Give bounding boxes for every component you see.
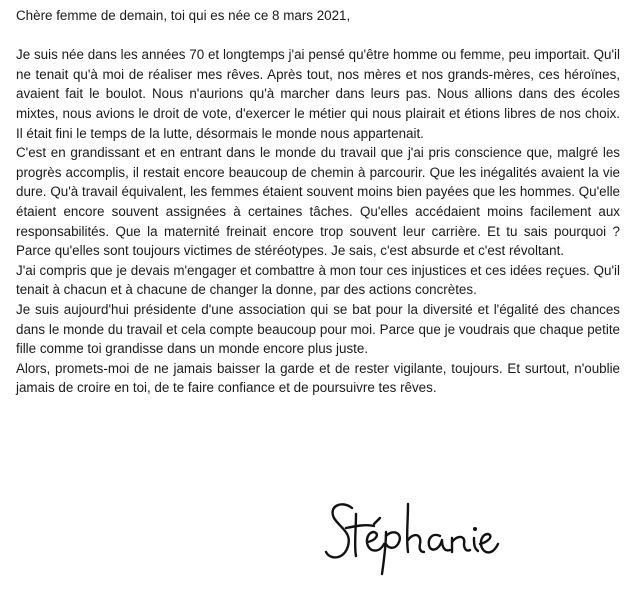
letter-paragraph: Alors, promets-moi de ne jamais baisser la garde et de rester vigilante, toujours. Et surtout, n'oublie jamais de croire en toi, de te faire confiance et de poursuivre tes rêves. (16, 360, 620, 396)
letter-paragraph: C'est en grandissant et en entrant dans le monde du travail que j'ai pris conscience que, malgré les progrès accomplis, il restait encore beaucoup de chemin à parcourir. Que les inégalités avaient la vie dure. Qu'à travail équivalent, les femmes étaient souvent moins bien payées que les hommes. Qu'elle étaient encore souvent assignées à certaines tâches. Qu'elles accédaient moins facilement aux responsabilités. Que la maternité freinait encore trop souvent leur carrière. Et tu sais pourquoi ? Parce qu'elles sont toujours victimes de stéréotypes. Je sais, c'est absurde et c'est révoltant. (16, 145, 620, 259)
letter-paragraph: Je suis aujourd'hui présidente d'une association qui se bat pour la diversité et l'égalité des chances dans le monde du travail et cela compte beaucoup pour moi. Parce que je voudrais que chaque petite fille comme toi grandisse dans un monde encore plus juste. (16, 301, 620, 357)
handwritten-signature (322, 494, 500, 576)
letter-paragraph: J'ai compris que je devais m'engager et combattre à mon tour ces injustices et ces idées reçues. Qu'il tenait à chacun et à chacune de changer la donne, par des actions concrètes. (16, 262, 620, 298)
letter-greeting: Chère femme de demain, toi qui es née ce 8 mars 2021, (16, 8, 351, 23)
signature-drawing (322, 494, 500, 576)
letter-body (16, 6, 620, 398)
letter-paragraph: Je suis née dans les années 70 et longtemps j'ai pensé qu'être homme ou femme, peu importait. Qu'il ne tenait qu'à moi de réaliser mes rêves. Après tout, nos mères et nos grands-mères, ces héroïnes, avaient fait le boulot. Nous n'aurions qu'à marcher dans leurs pas. Nous allions dans des écoles mixtes, nous avions le droit de vote, d'exercer le métier qui nous plairait et étions libres de nos choix. Il était fini le temps de la lutte, désormais le monde nous appartenait. (16, 47, 620, 141)
